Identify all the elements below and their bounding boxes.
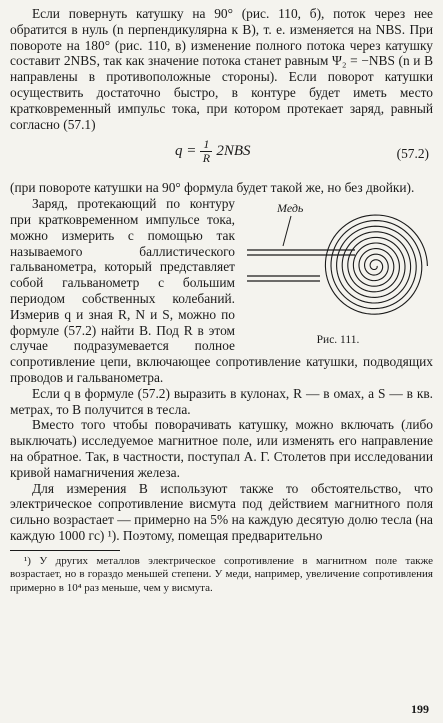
paragraph-ballistic: Заряд, протекающий по контуру при кратковременном импульсе тока, можно измерить с помощью так называемого баллистического гальванометра, который представляет собой гальванометр с большим периодом собственных колебаний. Измерив q и зная R, N и S, можно по формуле (57.2) найти B. Под R в этом случае подразумевается полное сопротивление цепи, включающее сопротивление катушки, подводящих проводов и гальванометра. <box>10 196 433 385</box>
formula-numerator: 1 <box>200 138 212 152</box>
paragraph-note-90: (при повороте катушки на 90° формула будет такой же, но без двойки). <box>10 180 415 196</box>
paragraph-stoletov: Вместо того чтобы поворачивать катушку, можно включать (либо выключать) исследуемое магнитное поле, или изменять его направление на обратное. Так, в частности, поступал А. Г. Столетов при исследовании кривой намагничения железа. <box>10 417 433 480</box>
equation-number: (57.2) <box>396 146 429 162</box>
formula-lhs: q = <box>175 143 197 160</box>
figure-caption: Рис. 111. <box>316 334 360 347</box>
formula-expression <box>175 138 251 165</box>
paragraph-rotation: Если повернуть катушку на 90° (рис. 110, б), поток через нее обратится в нуль (n перпендикулярна к B), т. е. изменяется на NBS. При повороте на 180° (рис. 110, в) изменение полного потока через катушку составит 2NBS, так как значение потока станет равным Ψ₂ = −NBS (n и B направлены в противоположные стороны). Если поворот катушки осуществить достаточно быстро, в контуре будет иметь место кратковременный импульс тока, при котором протекает заряд, равный согласно (57.1) <box>10 6 433 132</box>
formula-denominator: R <box>202 151 211 166</box>
book-page <box>10 6 433 595</box>
spiral-coil-illustration <box>245 200 431 332</box>
paragraph-units: Если q в формуле (57.2) выразить в кулонах, R — в омах, а S — в кв. метрах, то B получится в тесла. <box>10 385 433 417</box>
wire-label-leader <box>283 216 291 246</box>
footnote: ¹) У других металлов электрическое сопротивление в магнитном поле также возрастает, но в гораздо меньшей степени. У меди, например, увеличение сопротивления примерно в 10⁴ раз меньше, чем у висмута. <box>10 554 433 594</box>
paragraph-bismuth: Для измерения B используют также то обстоятельство, что электрическое сопротивление висмута под действием магнитного поля сильно возрастает — примерно на 5% на каждую десятую долю тесла (на каждую 1000 гс) ¹). Поэтому, помещая предварительно <box>10 480 433 543</box>
copper-spiral <box>325 215 427 314</box>
page-number: 199 <box>411 702 429 716</box>
footnote-separator <box>10 550 120 551</box>
figure-111 <box>243 200 433 346</box>
formula-fraction <box>200 138 212 165</box>
wire-label: Медь <box>277 201 304 216</box>
formula-rhs: 2NBS <box>216 143 251 160</box>
formula-57-2 <box>10 134 433 176</box>
